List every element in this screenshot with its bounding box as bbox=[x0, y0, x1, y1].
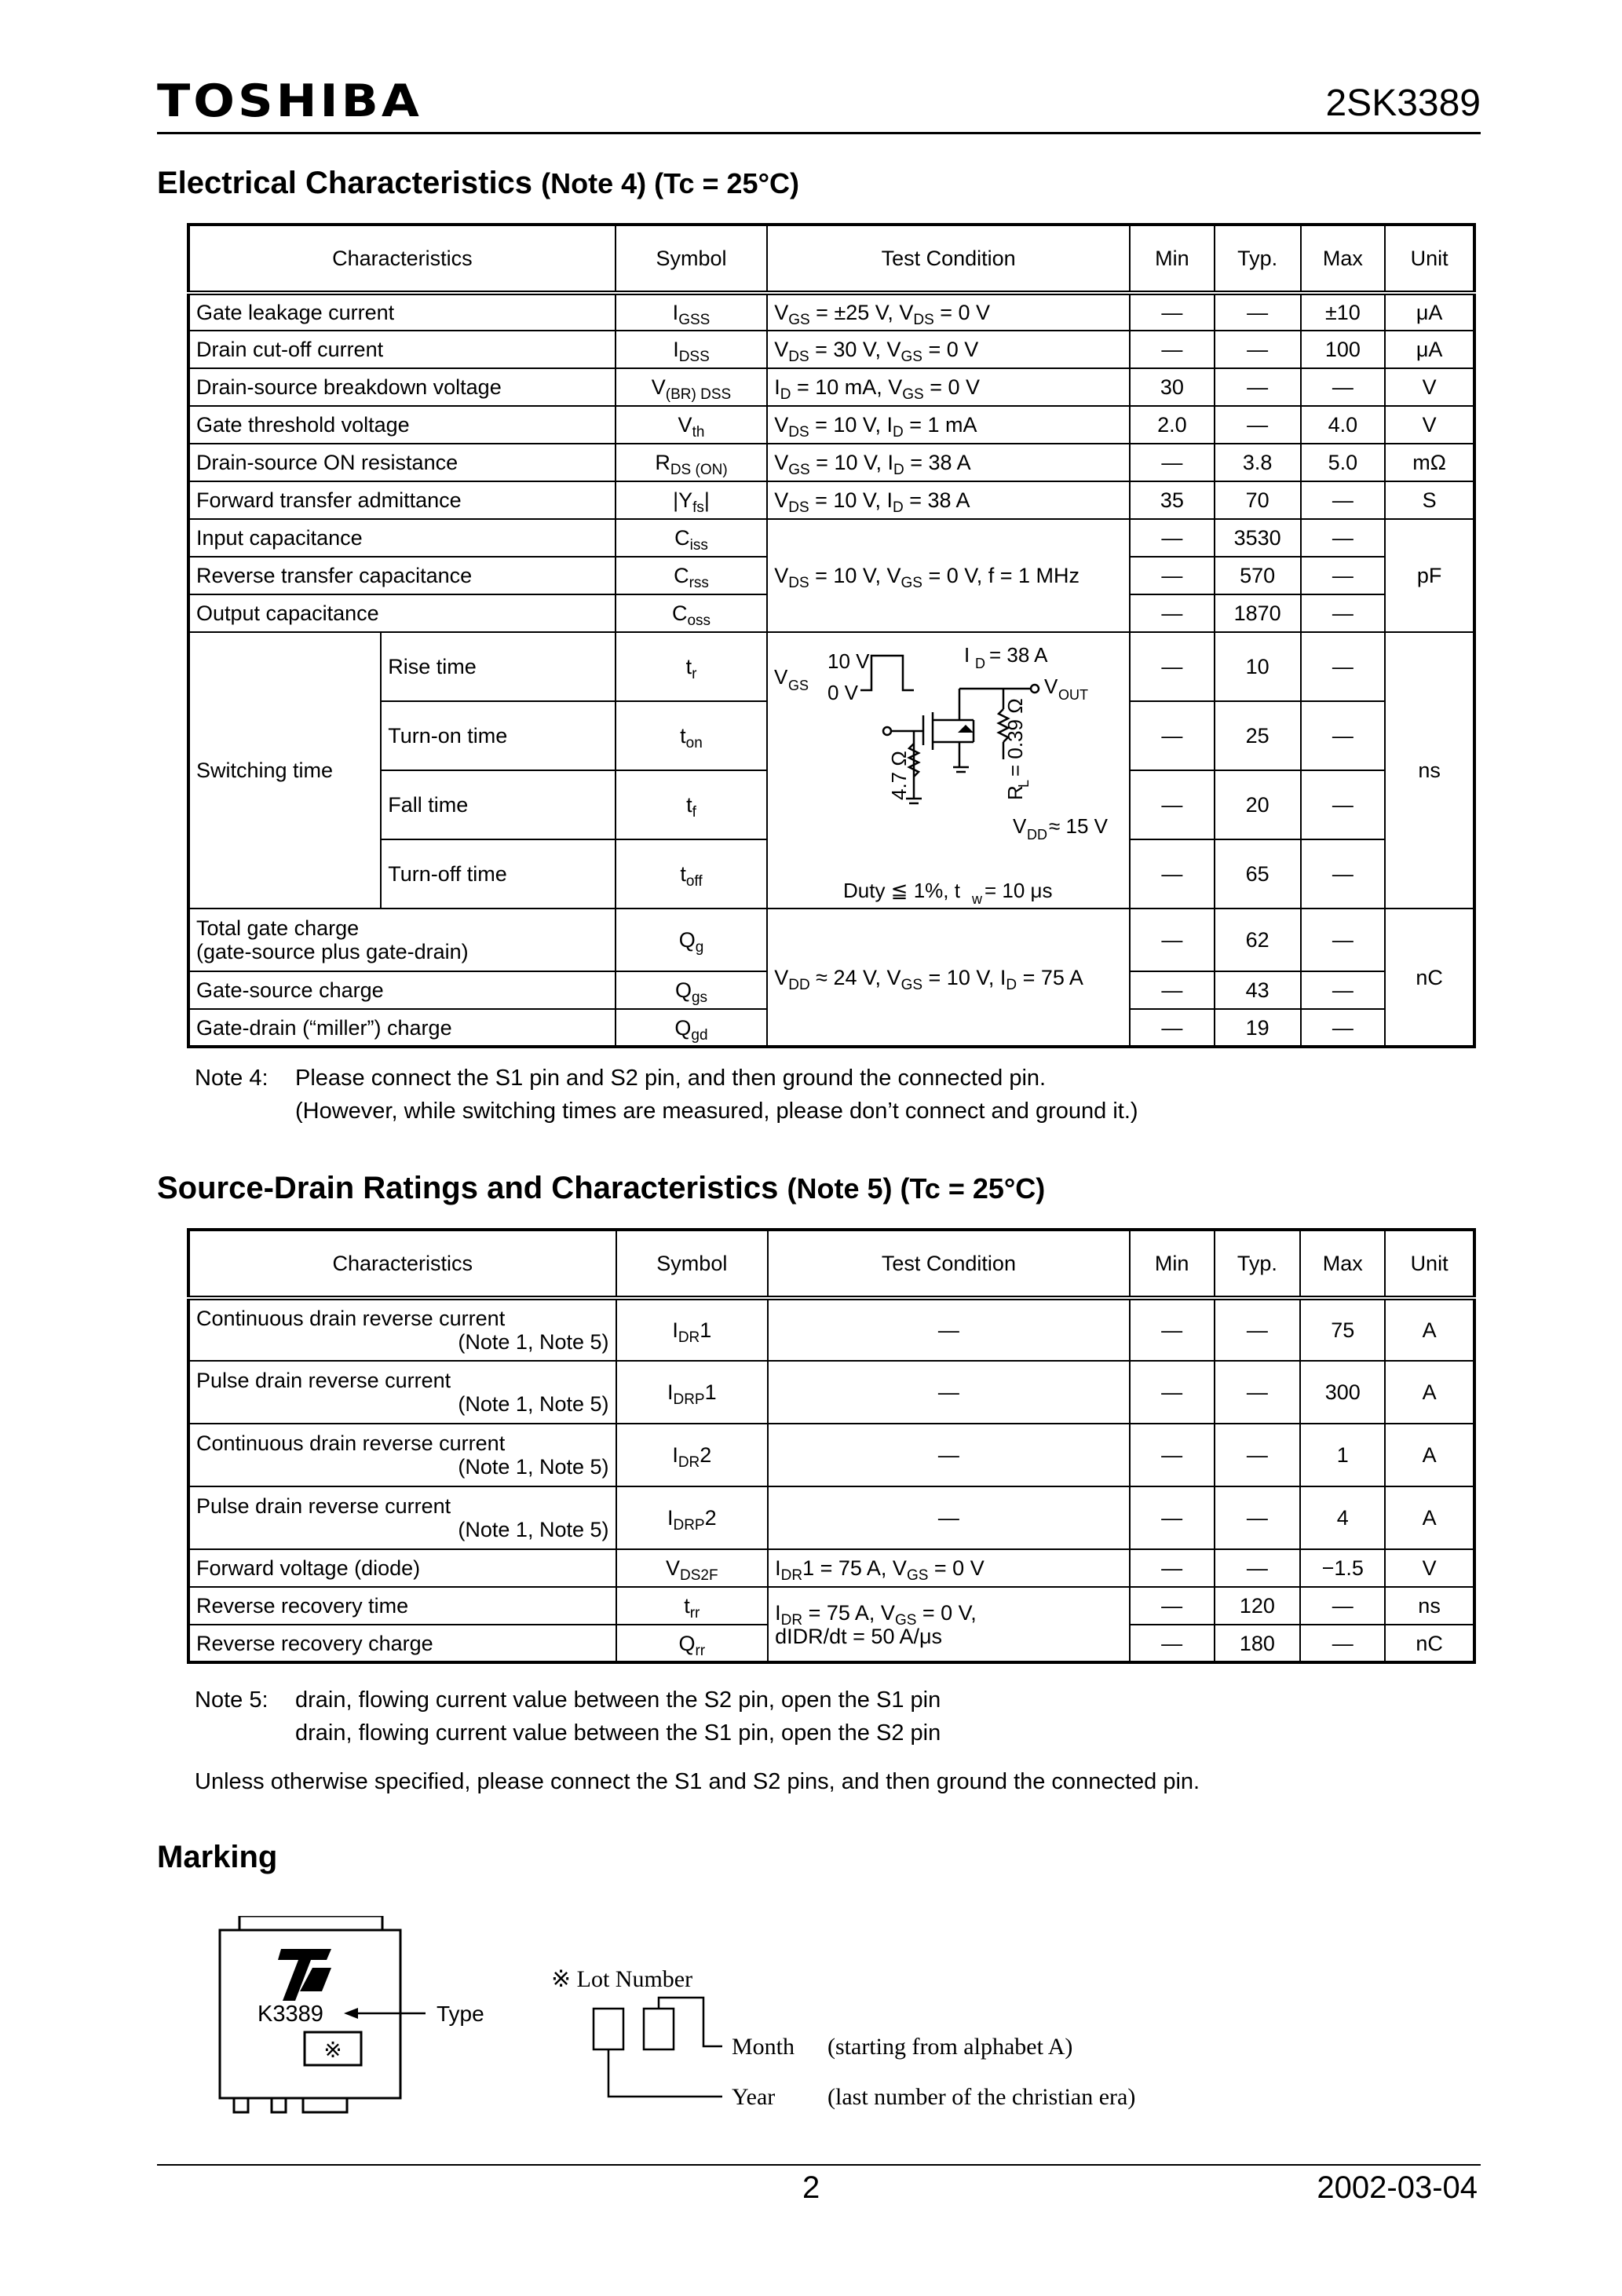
min-value: — bbox=[1130, 971, 1215, 1009]
test-condition: — bbox=[768, 1361, 1130, 1424]
min-value: — bbox=[1130, 519, 1215, 557]
table-row bbox=[188, 519, 1474, 557]
test-condition: — bbox=[768, 1298, 1130, 1361]
symbol: $Q_{gd}$ bbox=[616, 1009, 767, 1047]
max-value: 100 bbox=[1301, 331, 1386, 368]
type-label: Type bbox=[437, 2002, 484, 2026]
min-value: — bbox=[1130, 594, 1215, 632]
symbol: $|Y_{fs}|$ bbox=[616, 481, 767, 519]
unit: pF bbox=[1385, 519, 1474, 632]
symbol: $t_r$ bbox=[616, 632, 767, 701]
table-header-row bbox=[188, 225, 1474, 293]
source-drain-rows bbox=[188, 1298, 1474, 1662]
test-condition: $I_D = 10$ mA, $V_{GS} = 0$ V bbox=[767, 368, 1130, 406]
typ-value: 3530 bbox=[1215, 519, 1301, 557]
svg-text:DD: DD bbox=[1027, 827, 1048, 843]
max-value: — bbox=[1301, 839, 1386, 909]
svg-text:L: L bbox=[1016, 779, 1032, 788]
svg-text:V: V bbox=[1044, 675, 1058, 698]
symbol: $I_{DR}2$ bbox=[616, 1424, 769, 1486]
switching-test-circuit bbox=[768, 634, 1113, 907]
table-row bbox=[188, 1486, 1474, 1549]
min-value: — bbox=[1130, 1587, 1215, 1625]
table-row bbox=[188, 632, 1474, 701]
unit: nC bbox=[1385, 909, 1474, 1047]
test-condition: $V_{DD} \approx 24$ V, $V_{GS} = 10$ V, $I_D = 75$ A bbox=[767, 909, 1130, 1047]
unit: A bbox=[1385, 1361, 1474, 1424]
toshiba-mark-icon bbox=[278, 1949, 331, 2001]
svg-text:I: I bbox=[964, 643, 970, 667]
test-condition: $V_{DS} = 10$ V, $I_D = 1$ mA bbox=[767, 406, 1130, 444]
svg-text:w: w bbox=[972, 891, 983, 907]
symbol: $V_{(BR) DSS}$ bbox=[616, 368, 767, 406]
typ-value: — bbox=[1215, 1486, 1301, 1549]
symbol: $Q_g$ bbox=[616, 909, 767, 971]
max-value: −1.5 bbox=[1300, 1549, 1385, 1587]
symbol: $I_{DRP}2$ bbox=[616, 1486, 769, 1549]
typ-value: — bbox=[1215, 1361, 1301, 1424]
part-number: 2SK3389 bbox=[1325, 82, 1481, 124]
page-number: 2 bbox=[802, 2170, 820, 2205]
lot-symbol: ※ bbox=[323, 2037, 342, 2063]
min-value: — bbox=[1130, 331, 1215, 368]
svg-text:OUT: OUT bbox=[1058, 687, 1089, 703]
typ-value: 19 bbox=[1215, 1009, 1301, 1047]
table-row bbox=[188, 293, 1474, 331]
col-characteristics: Characteristics bbox=[188, 1230, 616, 1298]
svg-text:Duty ≦ 1%, t: Duty ≦ 1%, t bbox=[843, 879, 961, 902]
svg-text:10 V: 10 V bbox=[827, 649, 870, 673]
max-value: — bbox=[1301, 481, 1386, 519]
table-row bbox=[188, 1587, 1474, 1625]
section-title-marking: Marking bbox=[157, 1840, 278, 1874]
characteristic-name: Gate leakage current bbox=[188, 293, 616, 331]
note-5-line-1: drain, flowing current value between the S2 pin, open the S1 pin bbox=[295, 1687, 941, 1713]
month-box bbox=[644, 2009, 674, 2049]
unit: V bbox=[1385, 1549, 1474, 1587]
max-value: — bbox=[1300, 1587, 1385, 1625]
min-value: — bbox=[1130, 557, 1215, 594]
min-value: — bbox=[1130, 293, 1215, 331]
characteristic-name: Drain cut-off current bbox=[188, 331, 616, 368]
max-value: ±10 bbox=[1301, 293, 1386, 331]
characteristic-name: Reverse recovery time bbox=[188, 1587, 616, 1625]
max-value: 300 bbox=[1300, 1361, 1385, 1424]
table-row bbox=[188, 368, 1474, 406]
symbol: $R_{DS (ON)}$ bbox=[616, 444, 767, 481]
svg-text:= 10 μs: = 10 μs bbox=[985, 879, 1053, 902]
test-condition: $V_{DS} = 30$ V, $V_{GS} = 0$ V bbox=[767, 331, 1130, 368]
typ-value: 70 bbox=[1215, 481, 1301, 519]
characteristic-name: Reverse transfer capacitance bbox=[188, 557, 616, 594]
typ-value: 570 bbox=[1215, 557, 1301, 594]
source-drain-table bbox=[187, 1228, 1476, 1664]
typ-value: — bbox=[1215, 406, 1301, 444]
max-value: 5.0 bbox=[1301, 444, 1386, 481]
typ-value: 180 bbox=[1215, 1625, 1301, 1662]
col-min: Min bbox=[1130, 1230, 1215, 1298]
lot-number-label: ※ Lot Number bbox=[551, 1966, 693, 1992]
test-condition: $V_{GS} = \pm 25$ V, $V_{DS} = 0$ V bbox=[767, 293, 1130, 331]
table-row bbox=[188, 444, 1474, 481]
test-condition: $V_{DS} = 10$ V, $I_D = 38$ A bbox=[767, 481, 1130, 519]
max-value: 1 bbox=[1300, 1424, 1385, 1486]
typ-value: — bbox=[1215, 293, 1301, 331]
symbol: $I_{GSS}$ bbox=[616, 293, 767, 331]
min-value: 30 bbox=[1130, 368, 1215, 406]
svg-text:GS: GS bbox=[788, 678, 809, 693]
section-title-electrical: Electrical Characteristics (Note 4) (Tc = 25°C) bbox=[157, 166, 799, 200]
min-value: — bbox=[1130, 1424, 1215, 1486]
typ-value: 25 bbox=[1215, 701, 1301, 770]
typ-value: 10 bbox=[1215, 632, 1301, 701]
col-unit: Unit bbox=[1385, 225, 1474, 293]
test-condition: $V_{DS} = 10$ V, $V_{GS} = 0$ V, f = 1 MHz bbox=[767, 519, 1130, 632]
symbol: $t_f$ bbox=[616, 770, 767, 839]
min-value: — bbox=[1130, 770, 1215, 839]
simple-rows bbox=[188, 293, 1474, 519]
test-condition: $I_{DR} = 75$ A, $V_{GS} = 0$ V, dIDR/dt = 50 A/μs bbox=[768, 1587, 1130, 1662]
symbol: $I_{DRP}1$ bbox=[616, 1361, 769, 1424]
characteristic-name: Pulse drain reverse current (Note 1, Note 5) bbox=[188, 1486, 616, 1549]
col-min: Min bbox=[1130, 225, 1215, 293]
min-value: — bbox=[1130, 1549, 1215, 1587]
unit: V bbox=[1385, 406, 1474, 444]
characteristic-name: Turn-on time bbox=[381, 701, 616, 770]
table-row bbox=[188, 1424, 1474, 1486]
symbol: $V_{DS2F}$ bbox=[616, 1549, 769, 1587]
col-symbol: Symbol bbox=[616, 1230, 769, 1298]
year-label: Year bbox=[732, 2084, 776, 2110]
svg-text:4.7 Ω: 4.7 Ω bbox=[887, 751, 911, 800]
month-description: (starting from alphabet A) bbox=[827, 2034, 1073, 2060]
max-value: — bbox=[1301, 770, 1386, 839]
typ-value: 1870 bbox=[1215, 594, 1301, 632]
svg-text:0 V: 0 V bbox=[827, 681, 859, 704]
col-unit: Unit bbox=[1385, 1230, 1474, 1298]
note-4-label: Note 4: bbox=[195, 1066, 269, 1091]
typ-value: 65 bbox=[1215, 839, 1301, 909]
table-header-row bbox=[188, 1230, 1474, 1298]
document-date: 2002-03-04 bbox=[1317, 2170, 1478, 2205]
characteristic-name: Gate threshold voltage bbox=[188, 406, 616, 444]
test-condition-circuit bbox=[767, 632, 1130, 909]
svg-text:R: R bbox=[1003, 785, 1028, 800]
svg-text:D: D bbox=[975, 656, 986, 671]
switching-rows bbox=[188, 632, 1474, 909]
table-row bbox=[188, 909, 1474, 971]
symbol: $C_{iss}$ bbox=[616, 519, 767, 557]
max-value: — bbox=[1301, 971, 1386, 1009]
test-condition: — bbox=[768, 1424, 1130, 1486]
characteristic-name: Gate-source charge bbox=[188, 971, 616, 1009]
max-value: — bbox=[1300, 1625, 1385, 1662]
symbol: $V_{th}$ bbox=[616, 406, 767, 444]
typ-value: — bbox=[1215, 1549, 1301, 1587]
characteristic-name: Gate-drain (“miller”) charge bbox=[188, 1009, 616, 1047]
col-condition: Test Condition bbox=[768, 1230, 1130, 1298]
col-max: Max bbox=[1301, 225, 1386, 293]
characteristic-name: Output capacitance bbox=[188, 594, 616, 632]
max-value: — bbox=[1301, 368, 1386, 406]
table-row bbox=[188, 481, 1474, 519]
footer-rule bbox=[157, 2164, 1481, 2166]
min-value: — bbox=[1130, 1625, 1215, 1662]
min-value: — bbox=[1130, 632, 1215, 701]
svg-text:= 38 A: = 38 A bbox=[989, 643, 1048, 667]
note-5-label: Note 5: bbox=[195, 1687, 269, 1713]
characteristic-name: Fall time bbox=[381, 770, 616, 839]
test-condition: $I_{DR}1 = 75$ A, $V_{GS} = 0$ V bbox=[768, 1549, 1130, 1587]
max-value: 75 bbox=[1300, 1298, 1385, 1361]
typ-value: 120 bbox=[1215, 1587, 1301, 1625]
year-leader bbox=[608, 2049, 722, 2097]
typ-value: 3.8 bbox=[1215, 444, 1301, 481]
svg-text:V: V bbox=[1013, 814, 1027, 838]
svg-text:= 0.39 Ω: = 0.39 Ω bbox=[1003, 698, 1028, 777]
typ-value: — bbox=[1215, 331, 1301, 368]
unit: V bbox=[1385, 368, 1474, 406]
unit: μA bbox=[1385, 293, 1474, 331]
col-symbol: Symbol bbox=[616, 225, 767, 293]
table-row bbox=[188, 1298, 1474, 1361]
characteristic-name: Pulse drain reverse current (Note 1, Note 5) bbox=[188, 1361, 616, 1424]
max-value: — bbox=[1301, 701, 1386, 770]
min-value: — bbox=[1130, 1486, 1215, 1549]
typ-value: 43 bbox=[1215, 971, 1301, 1009]
test-condition: $V_{GS} = 10$ V, $I_D = 38$ A bbox=[767, 444, 1130, 481]
max-value: — bbox=[1301, 632, 1386, 701]
brand-logo: TOSHIBA bbox=[157, 74, 422, 127]
min-value: — bbox=[1130, 1009, 1215, 1047]
type-arrowhead-icon bbox=[344, 2008, 358, 2019]
year-description: (last number of the christian era) bbox=[827, 2084, 1136, 2110]
unit: nC bbox=[1385, 1625, 1474, 1662]
characteristic-name: Continuous drain reverse current (Note 1, Note 5) bbox=[188, 1424, 616, 1486]
test-condition: — bbox=[768, 1486, 1130, 1549]
month-leader bbox=[659, 1998, 722, 2046]
table-row bbox=[188, 1361, 1474, 1424]
table-row bbox=[188, 1549, 1474, 1587]
unit: μA bbox=[1385, 331, 1474, 368]
symbol: $t_{on}$ bbox=[616, 701, 767, 770]
unit: A bbox=[1385, 1424, 1474, 1486]
note-4-line-2: (However, while switching times are measured, please don’t connect and ground it.) bbox=[295, 1099, 1138, 1124]
capacitance-rows bbox=[188, 519, 1474, 632]
section-title-source-drain: Source-Drain Ratings and Characteristics (Note 5) (Tc = 25°C) bbox=[157, 1171, 1046, 1205]
device-marking-text: K3389 bbox=[258, 2002, 323, 2027]
general-note: Unless otherwise specified, please connect the S1 and S2 pins, and then ground the connected pin. bbox=[195, 1769, 1200, 1794]
unit: A bbox=[1385, 1486, 1474, 1549]
unit: A bbox=[1385, 1298, 1474, 1361]
characteristic-name: Reverse recovery charge bbox=[188, 1625, 616, 1662]
col-max: Max bbox=[1300, 1230, 1385, 1298]
max-value: — bbox=[1301, 1009, 1386, 1047]
unit: S bbox=[1385, 481, 1474, 519]
symbol: $t_{rr}$ bbox=[616, 1587, 769, 1625]
unit: ns bbox=[1385, 632, 1474, 909]
symbol: $I_{DR}1$ bbox=[616, 1298, 769, 1361]
symbol: $C_{oss}$ bbox=[616, 594, 767, 632]
note-5-line-2: drain, flowing current value between the S1 pin, open the S2 pin bbox=[295, 1720, 941, 1746]
min-value: — bbox=[1130, 701, 1215, 770]
characteristic-name: Input capacitance bbox=[188, 519, 616, 557]
typ-value: 20 bbox=[1215, 770, 1301, 839]
max-value: — bbox=[1301, 519, 1386, 557]
symbol: $t_{off}$ bbox=[616, 839, 767, 909]
symbol: $I_{DSS}$ bbox=[616, 331, 767, 368]
max-value: — bbox=[1301, 557, 1386, 594]
svg-text:≈ 15 V: ≈ 15 V bbox=[1049, 814, 1109, 838]
col-typ: Typ. bbox=[1215, 225, 1301, 293]
min-value: 35 bbox=[1130, 481, 1215, 519]
marking-diagram bbox=[212, 1916, 1233, 2120]
year-box bbox=[594, 2009, 623, 2049]
max-value: — bbox=[1301, 594, 1386, 632]
typ-value: — bbox=[1215, 1424, 1301, 1486]
svg-text:V: V bbox=[774, 665, 788, 689]
max-value: — bbox=[1301, 909, 1386, 971]
max-value: 4.0 bbox=[1301, 406, 1386, 444]
header-rule bbox=[157, 132, 1481, 134]
characteristic-name: Drain-source ON resistance bbox=[188, 444, 616, 481]
symbol: $C_{rss}$ bbox=[616, 557, 767, 594]
min-value: — bbox=[1130, 1361, 1215, 1424]
min-value: — bbox=[1130, 444, 1215, 481]
min-value: — bbox=[1130, 1298, 1215, 1361]
characteristic-name: Continuous drain reverse current (Note 1, Note 5) bbox=[188, 1298, 616, 1361]
charge-rows bbox=[188, 909, 1474, 1047]
typ-value: 62 bbox=[1215, 909, 1301, 971]
characteristic-name: Turn-off time bbox=[381, 839, 616, 909]
characteristic-name: Forward voltage (diode) bbox=[188, 1549, 616, 1587]
table-row bbox=[188, 406, 1474, 444]
col-typ: Typ. bbox=[1215, 1230, 1301, 1298]
max-value: 4 bbox=[1300, 1486, 1385, 1549]
month-label: Month bbox=[732, 2034, 795, 2060]
symbol: $Q_{gs}$ bbox=[616, 971, 767, 1009]
typ-value: — bbox=[1215, 1298, 1301, 1361]
characteristic-name: Drain-source breakdown voltage bbox=[188, 368, 616, 406]
unit: mΩ bbox=[1385, 444, 1474, 481]
typ-value: — bbox=[1215, 368, 1301, 406]
min-value: 2.0 bbox=[1130, 406, 1215, 444]
symbol: $Q_{rr}$ bbox=[616, 1625, 769, 1662]
col-characteristics: Characteristics bbox=[188, 225, 616, 293]
col-condition: Test Condition bbox=[767, 225, 1130, 293]
min-value: — bbox=[1130, 839, 1215, 909]
unit: ns bbox=[1385, 1587, 1474, 1625]
characteristic-name: Total gate charge (gate-source plus gate-drain) bbox=[188, 909, 616, 971]
switching-group-label: Switching time bbox=[188, 632, 381, 909]
characteristic-name: Rise time bbox=[381, 632, 616, 701]
table-row bbox=[188, 331, 1474, 368]
min-value: — bbox=[1130, 909, 1215, 971]
note-4-line-1: Please connect the S1 pin and S2 pin, and then ground the connected pin. bbox=[295, 1066, 1047, 1091]
electrical-table bbox=[187, 223, 1476, 1048]
characteristic-name: Forward transfer admittance bbox=[188, 481, 616, 519]
